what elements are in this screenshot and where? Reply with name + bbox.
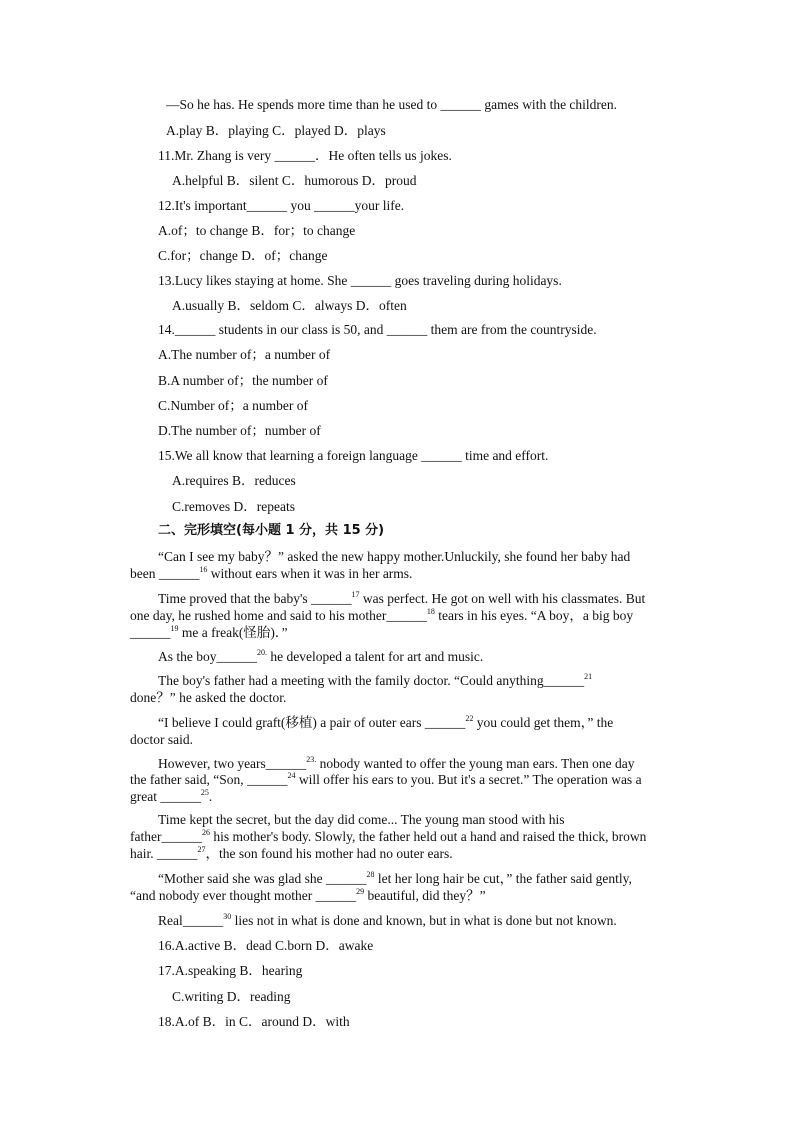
- blank-number: 16: [199, 565, 208, 574]
- cloze-passage-line: However, two years______$^{23.}$ nobody wanted to offer the young man ears. Then one day: [158, 755, 635, 771]
- question-15-stem: 15.We all know that learning a foreign language ______ time and effort.: [158, 448, 549, 463]
- question-13-stem: 13.Lucy likes staying at home. She ______ goes traveling during holidays.: [158, 273, 562, 288]
- section-heading-cloze: 二、完形填空(每小题 1 分，共 15 分): [158, 523, 385, 538]
- cloze-passage-line: Real______$^{30}$ lies not in what is done and known, but in what is done but not known.: [158, 912, 617, 928]
- question-12-stem: 12.It's important______ you ______your life.: [158, 198, 405, 213]
- blank-number: 21: [584, 672, 593, 681]
- blank-number: 22: [465, 714, 474, 723]
- question-14-option-a: A.The number of；a number of: [158, 347, 331, 362]
- question-10-dialogue-line: —So he has. He spends more time than he used to ______ games with the children.: [166, 97, 618, 112]
- cloze-passage-line: the father said, “Son, ______$^{24}$ will offer his ears to you. But it's a secret.” The operation was a: [130, 771, 642, 787]
- question-17-options-ab: 17.A.speaking B．hearing: [158, 963, 303, 978]
- question-16-options: 16.A.active B．dead C.born D．awake: [158, 938, 374, 953]
- question-12-options-cd: C.for；change D．of；change: [158, 248, 328, 263]
- question-10-options: A.play B．playing C．played D．plays: [166, 123, 386, 138]
- blank-number: 30: [223, 912, 232, 921]
- cloze-passage-line: been ______$^{16}$ without ears when it was in her arms.: [130, 565, 413, 581]
- question-14-option-c: C.Number of；a number of: [158, 398, 308, 413]
- blank-number: 18: [426, 607, 435, 616]
- question-14-stem: 14.______ students in our class is 50, and ______ them are from the countryside.: [158, 322, 597, 337]
- cloze-passage-line: great ______$^{25}$.: [130, 788, 213, 804]
- cloze-passage-line: ______$^{19}$ me a freak(怪胎)．”: [130, 624, 288, 640]
- cloze-passage-line: “Can I see my baby？” asked the new happy mother.Unluckily, she found her baby had: [158, 549, 631, 564]
- cloze-passage-line: As the boy______$^{20.}$ he developed a talent for art and music.: [158, 648, 484, 664]
- blank-number: 19: [170, 624, 179, 633]
- question-15-options-cd: C.removes D．repeats: [172, 499, 295, 514]
- blank-number: 28: [366, 870, 375, 879]
- cloze-passage-line: doctor said.: [130, 732, 193, 747]
- blank-number: 29: [356, 887, 365, 896]
- cloze-passage-line: Time proved that the baby's ______$^{17}$ was perfect. He got on well with his classmates. But: [158, 590, 646, 606]
- blank-number: 23.: [306, 755, 317, 764]
- question-18-options: 18.A.of B．in C．around D．with: [158, 1014, 350, 1029]
- question-12-options-ab: A.of；to change B．for；to change: [158, 223, 356, 238]
- cloze-passage-line: father______$^{26}$ his mother's body. Slowly, the father held out a hand and raised the thick, brown: [130, 828, 647, 844]
- blank-number: 27: [197, 845, 206, 854]
- cloze-passage-line: “I believe I could graft(移植) a pair of outer ears ______$^{22}$ you could get them，” the: [158, 714, 614, 730]
- cloze-passage-line: Time kept the secret, but the day did come... The young man stood with his: [158, 812, 565, 827]
- cloze-passage-line: one day, he rushed home and said to his mother______$^{18}$ tears in his eyes. “A boy，a big boy: [130, 607, 634, 623]
- blank-number: 17: [351, 590, 360, 599]
- blank-number: 24: [287, 771, 296, 780]
- question-14-option-d: D.The number of；number of: [158, 423, 321, 438]
- cloze-passage-line: The boy's father had a meeting with the family doctor. “Could anything______$^{21}$: [158, 672, 593, 688]
- cloze-passage-line: “Mother said she was glad she ______$^{28}$ let her long hair be cut，” the father said gently,: [158, 870, 632, 886]
- question-13-options: A.usually B．seldom C．always D．often: [172, 298, 407, 313]
- blank-number: 25: [200, 788, 209, 797]
- question-11-stem: 11.Mr. Zhang is very ______．He often tells us jokes.: [158, 148, 452, 163]
- blank-number: 26: [201, 828, 210, 837]
- cloze-passage-line: done？” he asked the doctor.: [130, 690, 287, 705]
- question-11-options: A.helpful B．silent C．humorous D．proud: [172, 173, 417, 188]
- question-14-option-b: B.A number of；the number of: [158, 373, 328, 388]
- question-15-options-ab: A.requires B．reduces: [172, 473, 296, 488]
- cloze-passage-line: “and nobody ever thought mother ______$^{29}$ beautiful, did they？”: [130, 887, 486, 903]
- cloze-passage-line: hair. ______$^{27}$，the son found his mother had no outer ears.: [130, 845, 453, 861]
- question-17-options-cd: C.writing D．reading: [172, 989, 291, 1004]
- blank-number: 20.: [257, 648, 267, 657]
